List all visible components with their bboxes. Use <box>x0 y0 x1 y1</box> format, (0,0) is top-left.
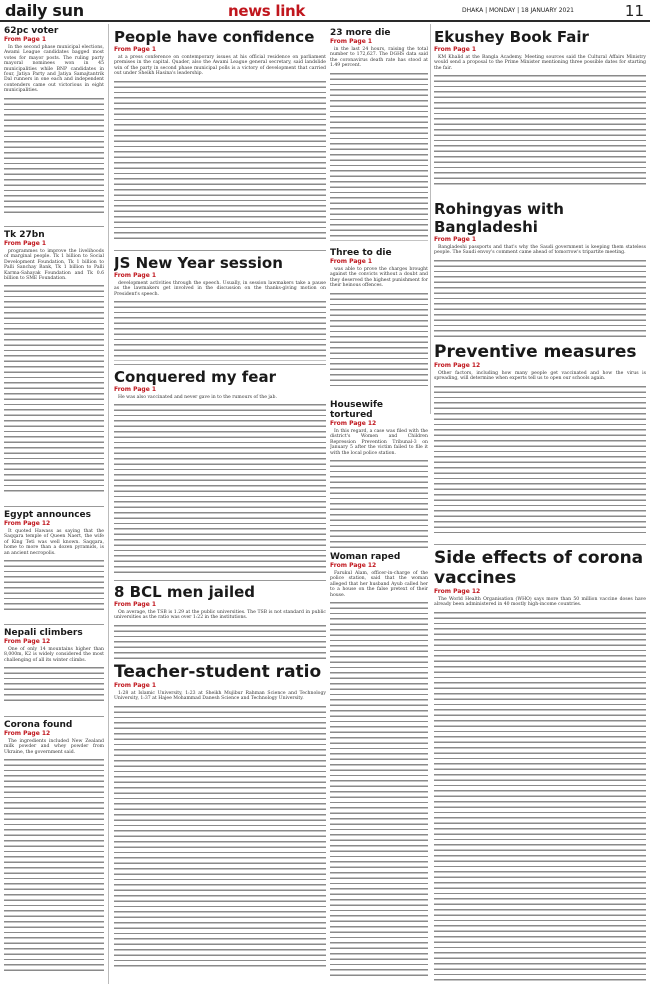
headline: Teacher-student ratio <box>114 662 322 682</box>
story-text: KM Khalid at the Bangla Academy. Meeting sources said the Cultural Affairs Ministry would send a proposal to the Prime Minister mentioning three possible dates for starting the fair. <box>434 55 646 71</box>
story-housewife-tortured <box>330 400 428 550</box>
divider <box>4 226 104 227</box>
headline: Preventive measures <box>434 342 637 362</box>
story-people-confidence <box>114 28 326 248</box>
story-text: 1:28 at Islamic University, 1:23 at Sheikh Mujibur Rahman Science and Technology University, 1:37 at Hajee Mohammad Danesh Science and Technology University. <box>114 691 326 702</box>
divider <box>114 364 326 365</box>
headline: 23 more die <box>330 28 391 38</box>
section-title: news link <box>228 2 306 20</box>
story-body-lines <box>434 384 646 534</box>
page-number: 11 <box>624 2 644 20</box>
source-label: From Page 1 <box>434 46 477 53</box>
story-woman-raped <box>330 552 428 982</box>
story-ekushey-book-fair <box>434 28 646 198</box>
story-tk-27bn <box>4 230 104 504</box>
headline: Ekushey Book Fair <box>434 28 589 46</box>
source-label: From Page 1 <box>114 601 157 608</box>
story-nepali <box>4 628 104 714</box>
headline: Nepali climbers <box>4 628 83 638</box>
story-text: at a press conference on contemporary issues at his official residence on parliament premises in the capital. Quader, also the Awami League general secretary, said landslide win of the party in second phase municipal polls is a victory of development that carried out under Sheikh Hasina's leadership. <box>114 55 326 77</box>
story-body-lines <box>114 299 326 361</box>
story-preventive-measures <box>434 342 646 542</box>
story-text: It quoted Hawass as saying that the Saqqara temple of Queen Naert, the wife of King Teti was well known. Saqqara, home to more than a dozen pyramids, is an ancient necropolis. <box>4 529 104 556</box>
source-label: From Page 12 <box>434 588 481 595</box>
story-text: In this regard, a case was filed with the district's Women and Children Repression Prevention Tribunal-3 on January 5 after the victim failed to file it with the local police station. <box>330 429 428 456</box>
story-text: The ingredients included New Zealand milk powder and whey powder from Ukraine, the government said. <box>4 739 104 755</box>
story-23-more-die <box>330 28 428 248</box>
story-body-lines <box>4 757 104 973</box>
story-text: programmes to improve the livelihoods of marginal people. Tk 1 billion to Social Development Foundation, Tk 1 billion to Palli Sanchay Bank, Tk 1 billion to Palli Karma-Sahayak Foundation and Tk 0.6 billion to SME Foundation. <box>4 249 104 282</box>
divider <box>114 250 326 251</box>
story-body-lines <box>114 704 326 970</box>
story-body-lines <box>4 96 104 216</box>
story-body-lines <box>434 610 646 982</box>
story-text: development activities through the speech. Usually, in session lawmakers take a pause as the lawmakers get involved in the discussion on the thanks-giving motion on President's speech. <box>114 281 326 297</box>
headline: 62pc voter <box>4 26 59 36</box>
headline: JS New Year session <box>114 254 283 272</box>
headline: People have confidence <box>114 28 315 46</box>
source-label: From Page 12 <box>4 520 51 527</box>
story-body-lines <box>330 71 428 241</box>
source-label: From Page 1 <box>114 386 157 393</box>
story-body-lines <box>330 458 428 550</box>
headline: Three to die <box>330 248 392 258</box>
story-body-lines <box>4 558 104 614</box>
story-body-lines <box>114 623 326 659</box>
column-divider <box>108 24 109 984</box>
source-label: From Page 1 <box>114 682 157 689</box>
story-text: Bangladeshi passports and that's why the Saudi government is keeping them stateless people. The Saudi envoy's comment came ahead of tomorrow's tripartite meeting. <box>434 245 646 256</box>
source-label: From Page 12 <box>4 638 51 645</box>
story-text: In the second phase municipal elections, Awami League candidates bagged most votes for mayor posts. The ruling party mayoral nominees won in 45 municipalities while BNP candidates in four, Jatiya Party and Jatiya Samajtantrik Dal runners in one each and independent contenders came out victorious in eight municipalities. <box>4 45 104 94</box>
masthead <box>0 0 650 22</box>
story-body-lines <box>114 79 326 239</box>
story-text: On average, the TSB is 1.29 at the public universities. The TSB is not standard in public universities as the ratio was over 1:22 in the institutions. <box>114 610 326 621</box>
source-label: From Page 1 <box>114 272 157 279</box>
story-body-lines <box>434 73 646 187</box>
headline: Side effects of corona vaccines <box>434 548 644 588</box>
story-corona-found <box>4 720 104 982</box>
headline: Corona found <box>4 720 73 730</box>
source-label: From Page 1 <box>4 240 47 247</box>
story-text: The World Health Organisation (WHO) says more than 50 million vaccine doses have already been administered in 40 mostly high-income countries. <box>434 597 646 608</box>
story-body-lines <box>330 600 428 980</box>
story-egypt <box>4 510 104 622</box>
story-rohingyas <box>434 200 646 340</box>
story-body-lines <box>330 291 428 389</box>
story-js-new-year <box>114 254 326 364</box>
headline: Tk 27bn <box>4 230 45 240</box>
story-text: was able to prove the charges brought against the convicts without a doubt and they deserved the highest punishment for their heinous offences. <box>330 267 428 289</box>
story-three-to-die <box>330 248 428 398</box>
divider <box>4 716 104 717</box>
source-label: From Page 1 <box>330 258 373 265</box>
story-text: in the last 24 hours, raising the total number to 172,627. The DGHS data said the coronavirus death rate has stood at 1.49 percent. <box>330 47 428 69</box>
story-text: He was also vaccinated and never gave in to the rumours of the jab. <box>118 395 277 400</box>
divider <box>114 580 326 581</box>
headline: Conquered my fear <box>114 368 276 386</box>
story-conquered-fear <box>114 368 326 578</box>
story-text: One of only 14 mountains higher than 8,000m, K2 is widely considered the most challenging of all its winter climbs. <box>4 647 104 663</box>
source-label: From Page 1 <box>114 46 157 53</box>
story-body-lines <box>114 402 326 574</box>
source-label: From Page 12 <box>330 420 377 427</box>
source-label: From Page 1 <box>330 38 373 45</box>
source-label: From Page 1 <box>434 236 477 243</box>
story-teacher-student-ratio <box>114 662 326 982</box>
divider <box>4 506 104 507</box>
story-text: Farukul Alam, officer-in-charge of the police station, said that the woman alleged that her husband Ayub called her to a house on the false pretext of their house. <box>330 571 428 598</box>
newspaper-logo: daily sun <box>5 1 84 20</box>
column-divider <box>430 24 431 414</box>
story-text: Other factors, including how many people get vaccinated and how the virus is spreading, will determine when experts tell us to open our schools again. <box>434 371 646 382</box>
headline: 8 BCL men jailed <box>114 583 256 601</box>
source-label: From Page 12 <box>4 730 51 737</box>
source-label: From Page 1 <box>4 36 47 43</box>
headline: Egypt announces <box>4 510 92 520</box>
headline: Rohingyas with Bangladeshi <box>434 200 564 236</box>
story-side-effects <box>434 548 646 982</box>
story-body-lines <box>4 283 104 493</box>
source-label: From Page 12 <box>330 562 377 569</box>
divider <box>4 624 104 625</box>
story-62pc-voter <box>4 26 104 226</box>
dateline: DHAKA | MONDAY | 18 JANUARY 2021 <box>462 7 574 14</box>
source-label: From Page 12 <box>434 362 481 369</box>
story-body-lines <box>4 665 104 703</box>
divider <box>434 544 646 545</box>
headline: Housewife tortured <box>330 400 384 420</box>
story-8-bcl-jailed <box>114 583 326 663</box>
headline: Woman raped <box>330 552 401 562</box>
story-body-lines <box>434 258 646 340</box>
